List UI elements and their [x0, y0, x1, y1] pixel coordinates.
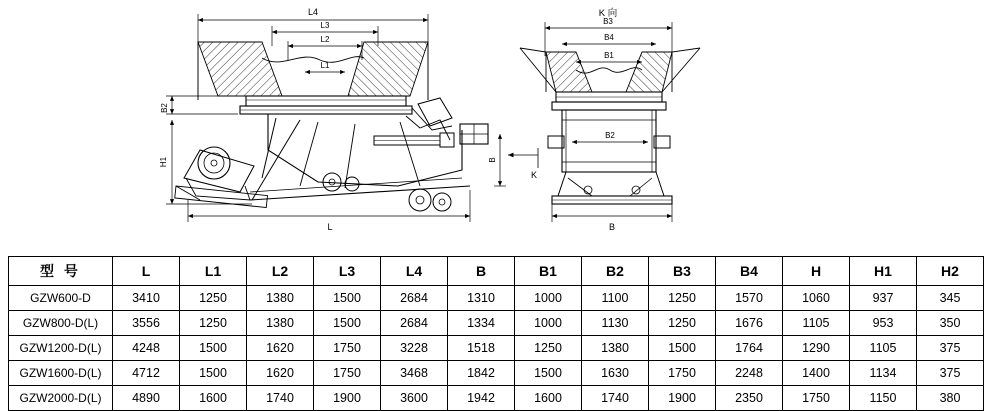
cell-l: 3410: [113, 286, 180, 311]
cell-b2: 1740: [582, 386, 649, 411]
cell-b3: 1250: [649, 311, 716, 336]
view-arrow-k: [508, 148, 538, 168]
spec-table-container: [8, 256, 961, 411]
cell-h: 1060: [783, 286, 850, 311]
cell-h2: 380: [917, 386, 984, 411]
label-k-arrow: K: [530, 170, 538, 180]
cell-h1: 937: [850, 286, 917, 311]
dim-b-side: [552, 204, 672, 222]
label-l2: L2: [320, 35, 330, 44]
table-row: [9, 361, 984, 386]
label-b1: B1: [604, 51, 614, 60]
cell-b2: 1130: [582, 311, 649, 336]
label-l3: L3: [320, 21, 330, 30]
hopper-right: [348, 42, 428, 100]
cell-b4: 2248: [716, 361, 783, 386]
cell-b4: 1570: [716, 286, 783, 311]
support-frame: [250, 114, 470, 200]
header-l: L: [113, 257, 180, 286]
label-l: L: [327, 222, 333, 232]
cell-b: 1334: [448, 311, 515, 336]
label-l4: L4: [307, 7, 319, 17]
label-b2-side: B2: [605, 131, 615, 140]
cell-h1: 953: [850, 311, 917, 336]
header-h2: H2: [917, 257, 984, 286]
cell-h: 1290: [783, 336, 850, 361]
header-b: B: [448, 257, 515, 286]
label-b-side: B: [608, 222, 616, 232]
cell-b: 1518: [448, 336, 515, 361]
hopper-left: [198, 42, 282, 100]
side-material-curve: [576, 68, 642, 73]
cell-l2: 1380: [247, 311, 314, 336]
table-header-row: [9, 257, 984, 286]
cell-l1: 1250: [180, 311, 247, 336]
label-l1: L1: [320, 61, 330, 70]
cell-l3: 1500: [314, 286, 381, 311]
header-h: H: [783, 257, 850, 286]
cell-b2: 1630: [582, 361, 649, 386]
cell-model: GZW2000-D(L): [9, 386, 113, 411]
cell-l2: 1740: [247, 386, 314, 411]
cell-b4: 1764: [716, 336, 783, 361]
cell-l2: 1620: [247, 361, 314, 386]
cell-h2: 345: [917, 286, 984, 311]
cell-h1: 1150: [850, 386, 917, 411]
cell-model: GZW800-D(L): [9, 311, 113, 336]
cell-l3: 1750: [314, 361, 381, 386]
cell-h: 1750: [783, 386, 850, 411]
spec-table: [8, 256, 984, 411]
cell-l2: 1380: [247, 286, 314, 311]
cell-b3: 1750: [649, 361, 716, 386]
side-hopper-left: [520, 48, 592, 92]
cylinder-assembly: [374, 98, 488, 147]
drive-assembly: [175, 147, 268, 208]
cell-l3: 1500: [314, 311, 381, 336]
cell-l2: 1620: [247, 336, 314, 361]
cell-l1: 1600: [180, 386, 247, 411]
cell-l4: 3468: [381, 361, 448, 386]
table-row: [9, 286, 984, 311]
side-base-frame: [552, 172, 672, 204]
header-b4: B4: [716, 257, 783, 286]
table-row: [9, 386, 984, 411]
header-l1: L1: [180, 257, 247, 286]
cell-b4: 2350: [716, 386, 783, 411]
cell-b3: 1250: [649, 286, 716, 311]
cell-h2: 375: [917, 336, 984, 361]
cell-b1: 1500: [515, 361, 582, 386]
cell-model: GZW600-D: [9, 286, 113, 311]
cell-h2: 375: [917, 361, 984, 386]
cell-b: 1842: [448, 361, 515, 386]
cell-b3: 1900: [649, 386, 716, 411]
cell-h1: 1105: [850, 336, 917, 361]
cell-l1: 1250: [180, 286, 247, 311]
cell-h: 1105: [783, 311, 850, 336]
label-b2-front: B2: [160, 103, 169, 113]
cell-l4: 3228: [381, 336, 448, 361]
cell-l3: 1750: [314, 336, 381, 361]
cell-l3: 1900: [314, 386, 381, 411]
cell-l1: 1500: [180, 336, 247, 361]
cell-b1: 1000: [515, 311, 582, 336]
cell-b4: 1676: [716, 311, 783, 336]
header-b1: B1: [515, 257, 582, 286]
material-curve: [262, 57, 364, 63]
label-b4-top: B4: [604, 33, 614, 42]
cell-model: GZW1200-D(L): [9, 336, 113, 361]
cell-model: GZW1600-D(L): [9, 361, 113, 386]
cell-l: 4712: [113, 361, 180, 386]
cell-l: 4248: [113, 336, 180, 361]
cell-l1: 1500: [180, 361, 247, 386]
cell-l: 4890: [113, 386, 180, 411]
table-row: [9, 336, 984, 361]
label-h1: H1: [159, 156, 168, 168]
cell-l4: 3600: [381, 386, 448, 411]
header-h1: H1: [850, 257, 917, 286]
cell-b1: 1000: [515, 286, 582, 311]
feeder-trough: [240, 96, 412, 114]
header-l3: L3: [314, 257, 381, 286]
header-b2: B2: [582, 257, 649, 286]
cell-b1: 1600: [515, 386, 582, 411]
cell-b1: 1250: [515, 336, 582, 361]
label-k-view-title: K 向: [598, 8, 618, 19]
header-model: 型 号: [9, 257, 113, 286]
label-b-front: B: [488, 157, 497, 163]
cell-b2: 1100: [582, 286, 649, 311]
wheels: [323, 173, 451, 211]
header-l4: L4: [381, 257, 448, 286]
header-b3: B3: [649, 257, 716, 286]
cell-l4: 2684: [381, 286, 448, 311]
cell-b: 1942: [448, 386, 515, 411]
header-l2: L2: [247, 257, 314, 286]
dim-b2-front: [166, 96, 244, 114]
cell-h1: 1134: [850, 361, 917, 386]
cell-h: 1400: [783, 361, 850, 386]
cell-l4: 2684: [381, 311, 448, 336]
cell-b2: 1380: [582, 336, 649, 361]
cell-b: 1310: [448, 286, 515, 311]
cell-b3: 1500: [649, 336, 716, 361]
side-hopper-right: [626, 48, 700, 92]
cell-l: 3556: [113, 311, 180, 336]
table-row: [9, 311, 984, 336]
cell-h2: 350: [917, 311, 984, 336]
label-b3: B3: [603, 17, 613, 26]
